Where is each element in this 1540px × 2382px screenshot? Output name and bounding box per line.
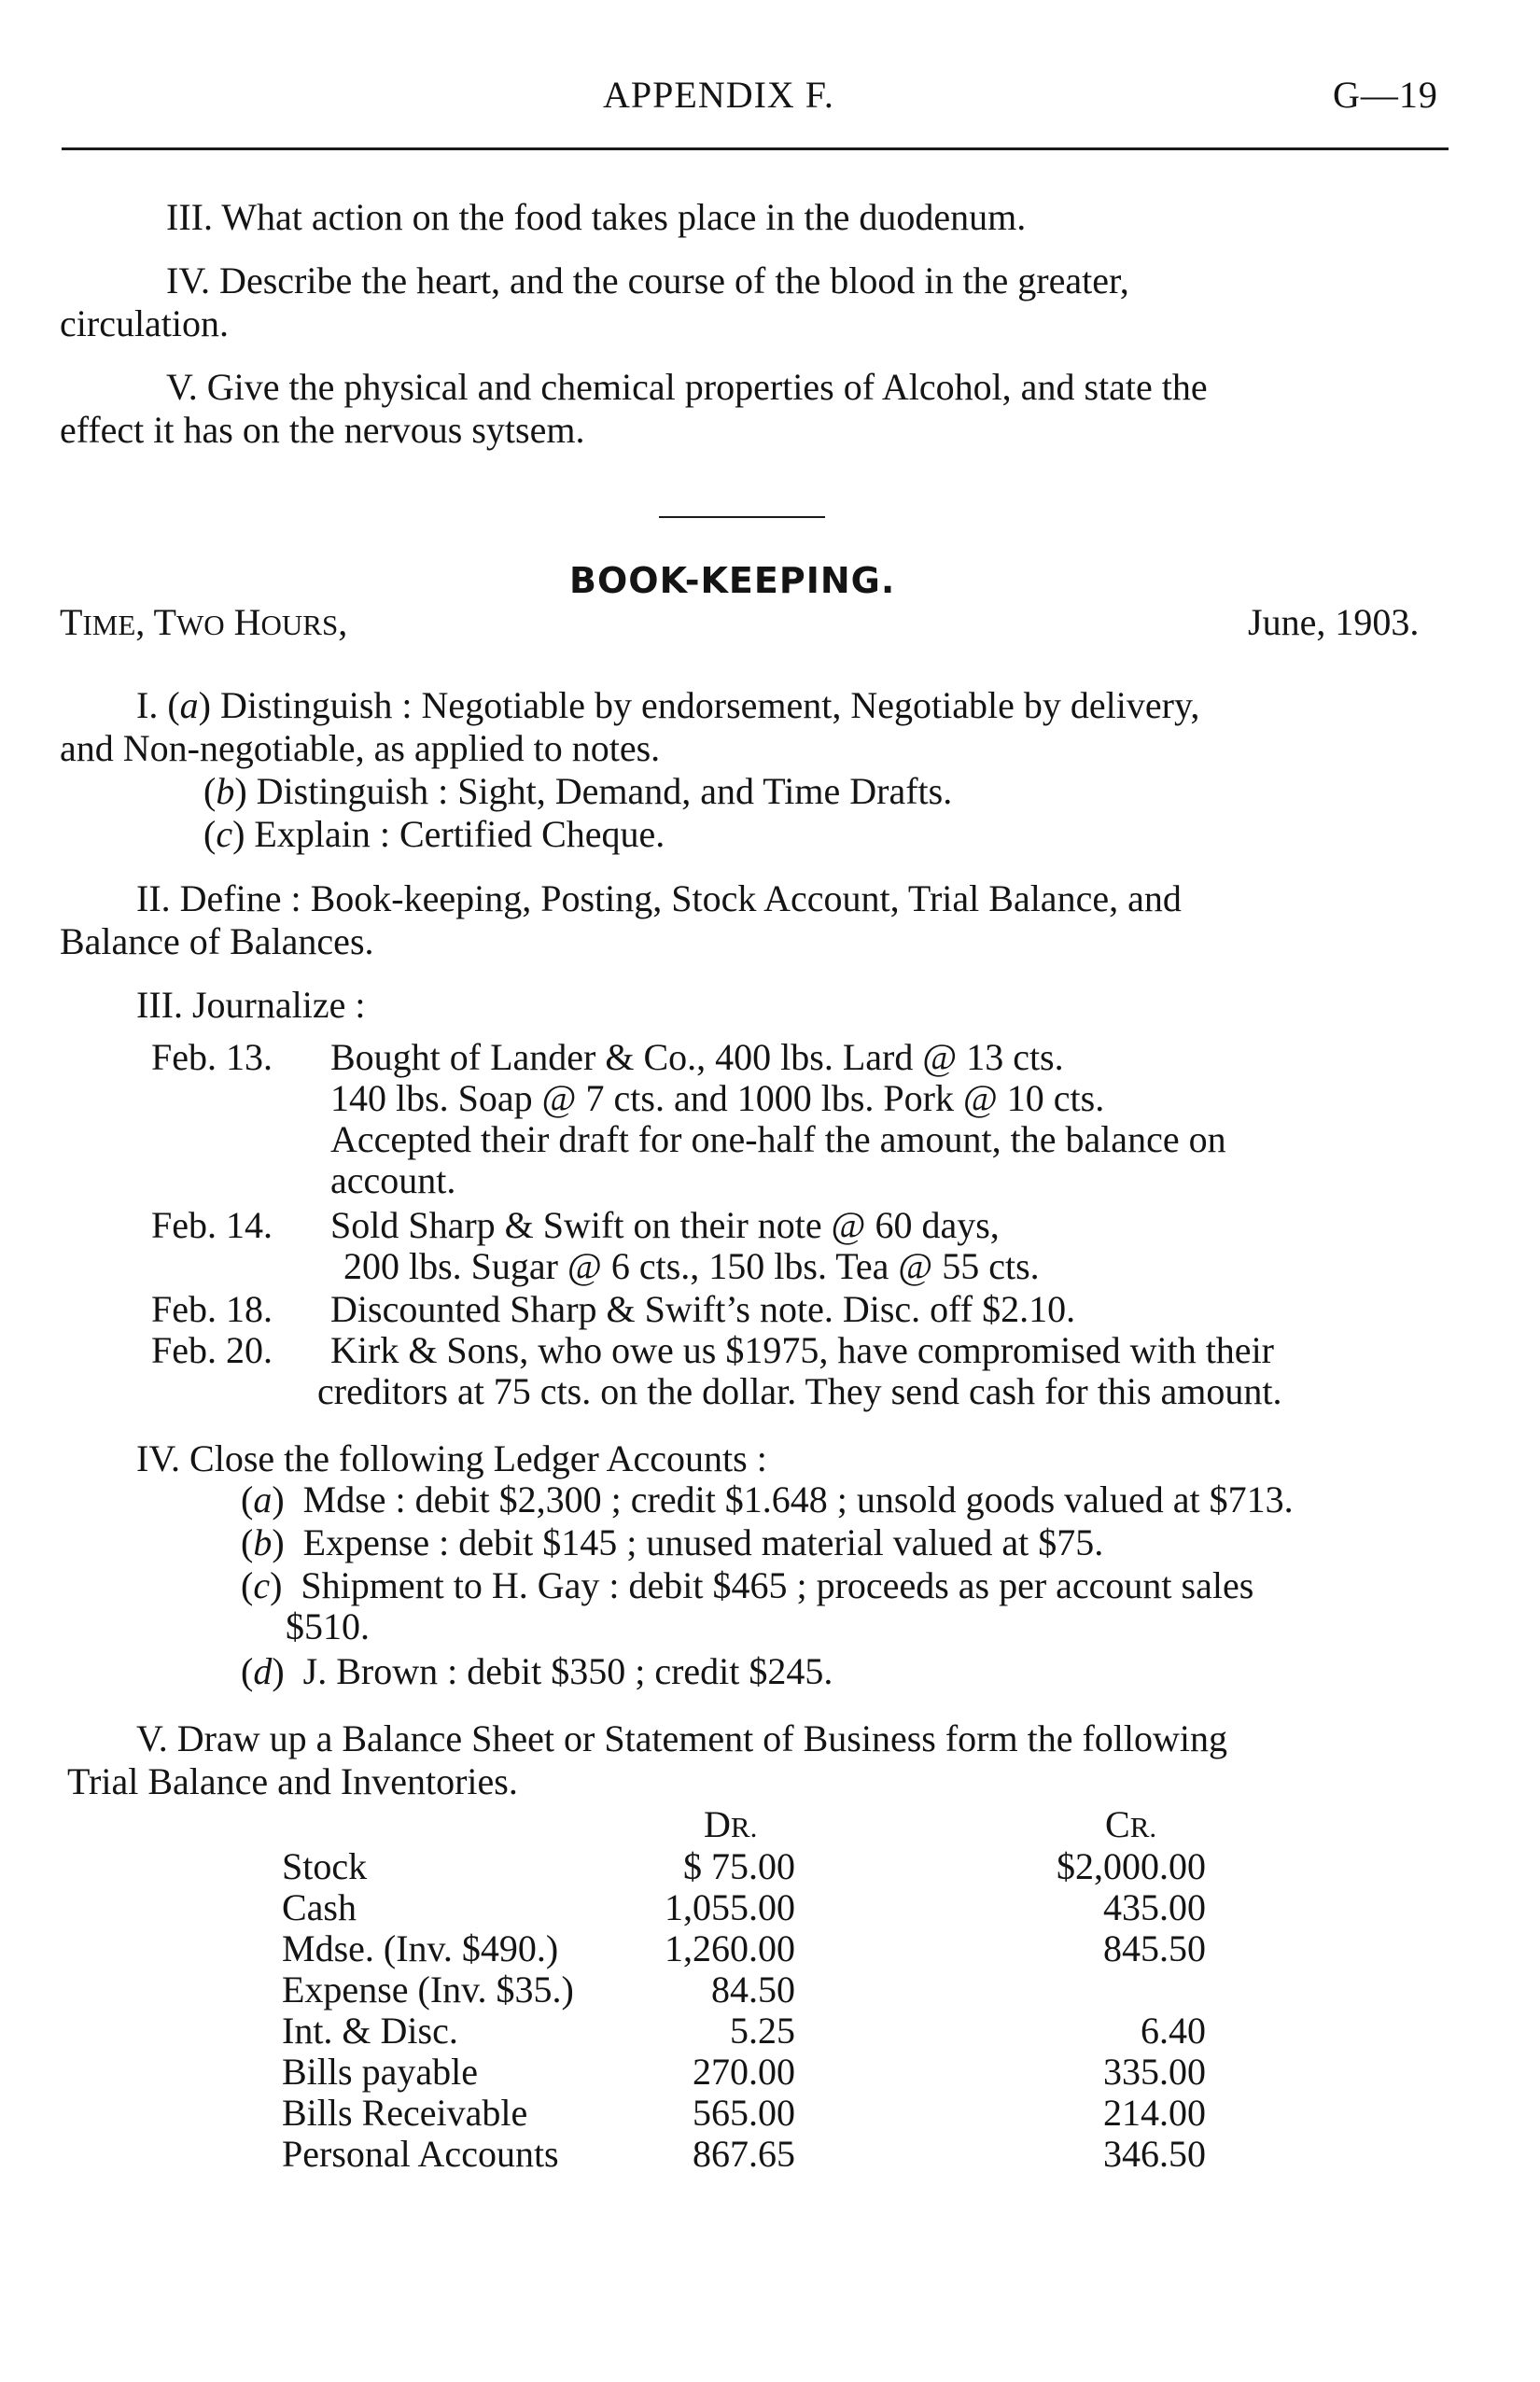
table-cell-dr: 565.00 bbox=[693, 2092, 795, 2134]
journal-line: Kirk & Sons, who owe us $1975, have compromised with their bbox=[330, 1329, 1274, 1371]
journal-line: Sold Sharp & Swift on their note @ 60 days, bbox=[330, 1204, 1000, 1246]
ledger-item: (c) Shipment to H. Gay : debit $465 ; proceeds as per account sales bbox=[241, 1564, 1254, 1606]
physiology-question-5-line-1: V. Give the physical and chemical properties of Alcohol, and state the bbox=[166, 366, 1208, 408]
table-cell-dr: 270.00 bbox=[693, 2051, 795, 2093]
header-rule bbox=[62, 147, 1449, 150]
table-cell-cr: 435.00 bbox=[1103, 1886, 1206, 1928]
column-header-cr: CR. bbox=[1105, 1803, 1157, 1845]
physiology-question-4-line-2: circulation. bbox=[60, 302, 230, 344]
journal-date: Feb. 13. bbox=[151, 1036, 273, 1078]
time-allowed: TIME, TWO HOURS, bbox=[60, 601, 348, 643]
column-header-dr: DR. bbox=[704, 1803, 758, 1845]
physiology-question-5-line-2: effect it has on the nervous sytsem. bbox=[60, 409, 585, 451]
table-row-label: Bills Receivable bbox=[282, 2092, 528, 2134]
q1-line-3: (b) Distinguish : Sight, Demand, and Time Drafts. bbox=[203, 770, 953, 812]
physiology-question-3: III. What action on the food takes place in the duodenum. bbox=[166, 196, 1027, 238]
q4-heading: IV. Close the following Ledger Accounts : bbox=[136, 1437, 767, 1479]
physiology-question-4-line-1: IV. Describe the heart, and the course of the blood in the greater, bbox=[166, 259, 1129, 301]
page-number: G—19 bbox=[1333, 74, 1438, 116]
q5-line-2: Trial Balance and Inventories. bbox=[67, 1760, 518, 1802]
journal-date: Feb. 18. bbox=[151, 1288, 273, 1330]
table-row-label: Personal Accounts bbox=[282, 2133, 559, 2175]
q2-line-2: Balance of Balances. bbox=[60, 920, 374, 962]
journal-line: account. bbox=[330, 1159, 456, 1201]
journal-date: Feb. 14. bbox=[151, 1204, 273, 1246]
table-cell-cr: 845.50 bbox=[1103, 1927, 1206, 1969]
table-cell-dr: $ 75.00 bbox=[683, 1845, 795, 1887]
table-cell-dr: 867.65 bbox=[693, 2133, 795, 2175]
ledger-item: (a) Mdse : debit $2,300 ; credit $1.648 ; unsold goods valued at $713. bbox=[241, 1478, 1294, 1520]
table-cell-cr: 346.50 bbox=[1103, 2133, 1206, 2175]
q1-line-1: I. (a) Distinguish : Negotiable by endorsement, Negotiable by delivery, bbox=[136, 684, 1200, 726]
section-divider bbox=[659, 516, 825, 518]
table-row-label: Expense (Inv. $35.) bbox=[282, 1969, 574, 2011]
q3-heading: III. Journalize : bbox=[136, 984, 366, 1026]
ledger-item: (b) Expense : debit $145 ; unused material valued at $75. bbox=[241, 1521, 1104, 1563]
journal-line: Discounted Sharp & Swift’s note. Disc. off $2.10. bbox=[330, 1288, 1076, 1330]
journal-line: Accepted their draft for one-half the amount, the balance on bbox=[330, 1118, 1226, 1160]
table-row-label: Cash bbox=[282, 1886, 357, 1928]
table-cell-dr: 84.50 bbox=[711, 1969, 795, 2011]
journal-line: 140 lbs. Soap @ 7 cts. and 1000 lbs. Pork @ 10 cts. bbox=[330, 1077, 1105, 1119]
q5-line-1: V. Draw up a Balance Sheet or Statement of Business form the following bbox=[136, 1717, 1228, 1759]
table-cell-cr: $2,000.00 bbox=[1057, 1845, 1206, 1887]
section-title: BOOK-KEEPING. bbox=[569, 560, 896, 601]
table-row-label: Stock bbox=[282, 1845, 368, 1887]
exam-date: June, 1903. bbox=[1248, 601, 1420, 643]
table-cell-dr: 5.25 bbox=[730, 2010, 795, 2052]
journal-line: 200 lbs. Sugar @ 6 cts., 150 lbs. Tea @ 55 cts. bbox=[343, 1245, 1040, 1287]
table-cell-cr: 214.00 bbox=[1103, 2092, 1206, 2134]
table-row-label: Mdse. (Inv. $490.) bbox=[282, 1927, 559, 1969]
q1-line-4: (c) Explain : Certified Cheque. bbox=[203, 813, 665, 855]
ledger-item: (d) J. Brown : debit $350 ; credit $245. bbox=[241, 1650, 833, 1692]
table-row-label: Int. & Disc. bbox=[282, 2010, 458, 2052]
journal-line: creditors at 75 cts. on the dollar. They send cash for this amount. bbox=[317, 1370, 1282, 1412]
ledger-item-continuation: $510. bbox=[286, 1605, 370, 1647]
q1-line-2: and Non-negotiable, as applied to notes. bbox=[60, 727, 661, 769]
journal-date: Feb. 20. bbox=[151, 1329, 273, 1371]
page-header-title: APPENDIX F. bbox=[603, 74, 834, 116]
table-cell-dr: 1,260.00 bbox=[665, 1927, 795, 1969]
table-cell-cr: 6.40 bbox=[1141, 2010, 1206, 2052]
table-cell-cr: 335.00 bbox=[1103, 2051, 1206, 2093]
journal-line: Bought of Lander & Co., 400 lbs. Lard @ 13 cts. bbox=[330, 1036, 1064, 1078]
table-cell-dr: 1,055.00 bbox=[665, 1886, 795, 1928]
q2-line-1: II. Define : Book-keeping, Posting, Stock Account, Trial Balance, and bbox=[136, 877, 1182, 919]
table-row-label: Bills payable bbox=[282, 2051, 478, 2093]
